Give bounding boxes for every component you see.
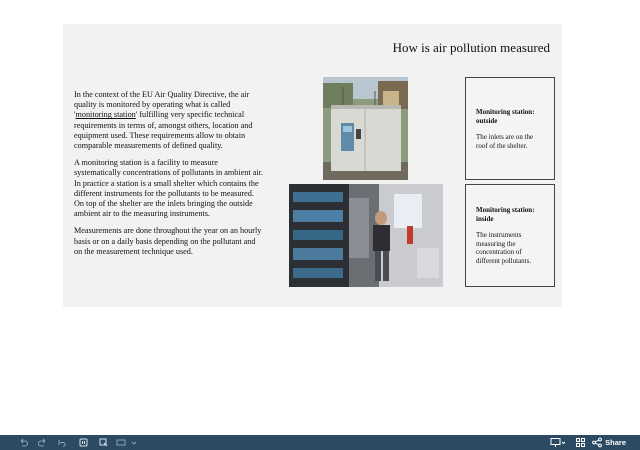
caption-inside-text: The instruments measuring the concentration of different pollutants.: [476, 231, 532, 265]
share-label: Share: [605, 438, 626, 447]
slide-title: How is air pollution measured: [392, 40, 550, 55]
undo-icon[interactable]: [18, 437, 29, 448]
station-inside-photo: [289, 184, 443, 287]
story-slide: [63, 24, 562, 307]
monitoring-station-link[interactable]: monitoring station: [75, 110, 136, 120]
paragraph-2: A monitoring station is a facility to measure systematically concentrations of pollutants in ambient air. In practice a station is a small shelter which contains the different instruments for the pollutants to be measured. On top of the shelter are the inlets bringing the outside ambient air to the measuring instruments.: [74, 158, 263, 219]
pause-icon[interactable]: [78, 437, 89, 448]
redo-icon[interactable]: [37, 437, 48, 448]
chevron-down-icon[interactable]: [131, 437, 137, 448]
paragraph-1-end: ' fulfilling very specific technical requirements in terms of, amongst others, location and equipment used. These requirements allow to obtain comparable measurements of defined quality.: [74, 110, 253, 151]
caption-outside: [465, 77, 555, 180]
bottom-toolbar: [0, 435, 640, 450]
caption-outside-text: The inlets are on the roof of the shelter.: [476, 133, 534, 150]
paragraph-1: [74, 90, 264, 151]
paragraph-1-start: In the context of the EU Air Quality Directive, the air quality is monitored by operating what is called ': [74, 90, 250, 120]
revert-icon[interactable]: [57, 437, 68, 448]
caption-inside-heading: Monitoring station: inside: [476, 206, 535, 223]
refresh-icon[interactable]: [98, 437, 109, 448]
fullscreen-icon[interactable]: [116, 437, 127, 448]
grid-icon[interactable]: [575, 437, 586, 448]
share-icon: [592, 437, 602, 448]
paragraph-3: Measurements are done throughout the year on an hourly basis or on a daily basis depending on the pollutant and on the measurement technique used.: [74, 226, 262, 256]
caption-inside: [465, 184, 555, 287]
share-button[interactable]: [592, 437, 626, 448]
presenter-icon[interactable]: [550, 437, 566, 448]
station-outside-photo: [323, 77, 408, 180]
caption-outside-heading: Monitoring station: outside: [476, 108, 535, 125]
body-text: [74, 90, 264, 264]
